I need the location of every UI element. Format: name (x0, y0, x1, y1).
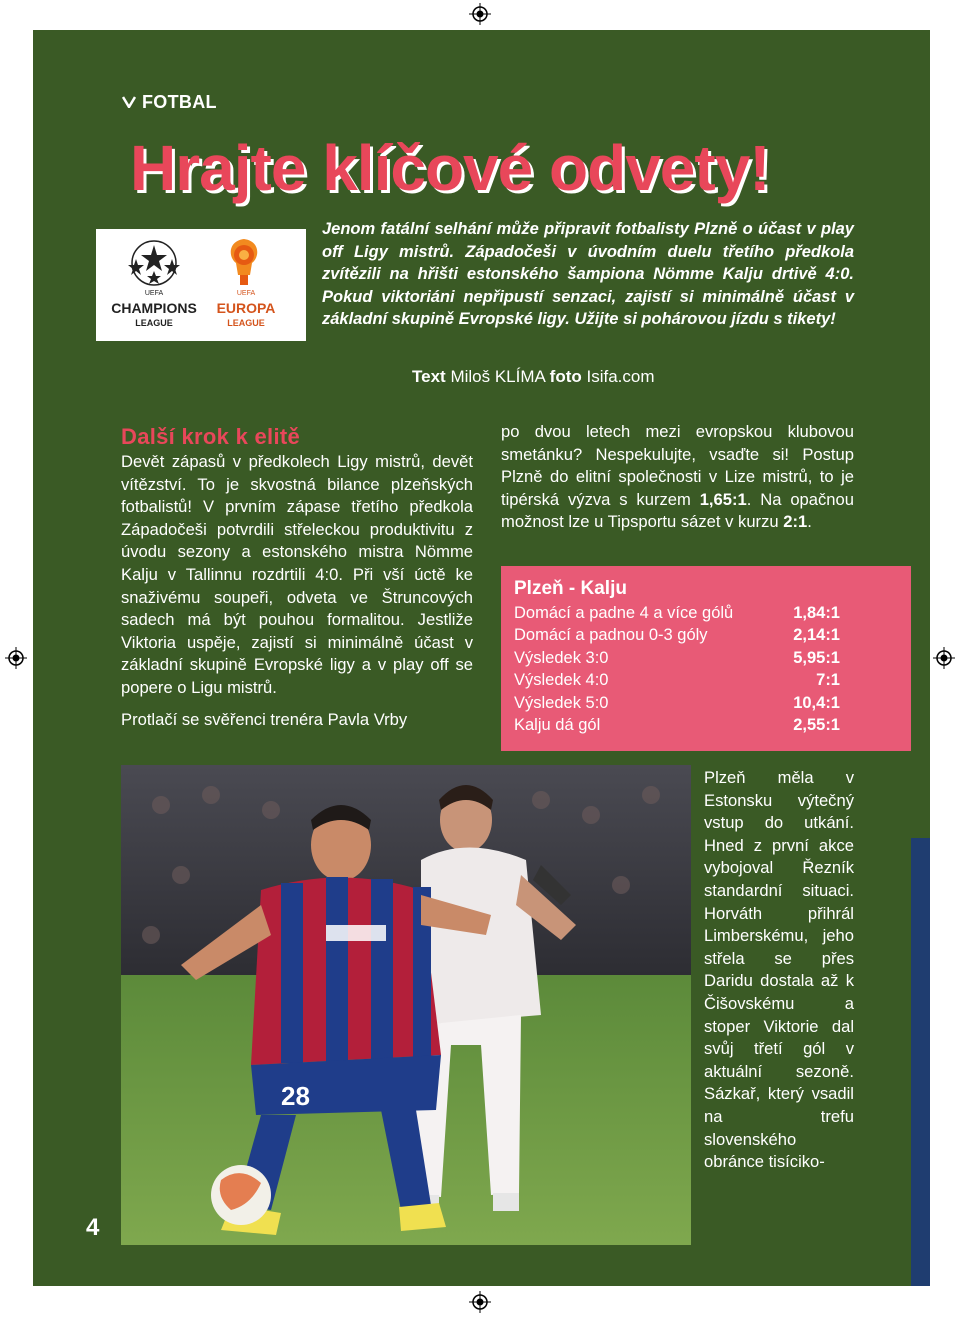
photo-source: Isifa.com (586, 367, 655, 386)
chevron-down-icon (122, 92, 136, 113)
odds-label: Kalju dá gól (514, 716, 601, 734)
registration-mark-right (933, 647, 955, 669)
page-title: Hrajte klíčové odvety! (130, 132, 770, 204)
section-tag (122, 92, 217, 113)
odds-label: Výsledek 5:0 (514, 694, 609, 712)
odds-value: 2,14:1 (793, 626, 840, 644)
odds-label: Domácí a padnou 0-3 góly (514, 626, 708, 644)
svg-text:UEFA: UEFA (236, 290, 256, 297)
odd-value: 1,65:1 (699, 489, 747, 509)
text-credit-label: Text (412, 367, 446, 386)
registration-mark-left (5, 647, 27, 669)
svg-text:EUROPA: EUROPA (216, 300, 276, 316)
section-subheading: Další krok k elitě (121, 424, 301, 449)
lead-paragraph: Jenom fatální selhání může připravit fotbalisty Plzně o účast v play off Ligy mistrů. Západočeši v úvodním duelu třetího předkola zvítězili na hřišti estonského šampiona Nömme Kalju drtivě 4:0. Pokud viktoriáni nepřipustí senzaci, zajistí si minimálně účast v základní skupině Evropské ligy. Užijte si pohárovou jízdu s tikety! (322, 220, 854, 329)
champions-league-logo (111, 241, 197, 328)
registration-mark-bottom (469, 1291, 491, 1313)
article-column-1 (121, 451, 473, 731)
odds-row (514, 604, 840, 623)
article-paragraph: Plzeň měla v Estonsku výtečný vstup do utkání. Hned z první akce vybojoval Řezník standardní situaci. Horváth přihrál Limberskému, jeho střela se přes Daridu dostala až k Čišovskému a stoper Viktorie dal svůj třetí gól v aktuální sezoně. Sázkař, který vsadil na trefu slovenského obránce tisíciko- (704, 768, 854, 1172)
article-column-3 (704, 767, 854, 1174)
odds-row (514, 694, 840, 713)
odds-row (514, 649, 840, 668)
svg-text:28: 28 (281, 1081, 310, 1111)
odds-box (501, 566, 911, 751)
odds-value: 1,84:1 (793, 604, 840, 622)
author-name: Miloš KLÍMA (450, 367, 545, 386)
paragraph-text: . (807, 512, 812, 532)
paragraph-text: po dvou letech mezi evropskou klubovou smetánku? Nespekulujte, vsaďte si! Postup Plzně do elitní společnosti v Lize mistrů, to je tipérská výzva s kurzem (501, 422, 854, 509)
article-paragraph: Devět zápasů v předkolech Ligy mistrů, devět vítězství. To je skvostná bilance plzeňských fotbalistů! V prvním zápase třetího předkola Západočeši potvrdili střeleckou produktivitu z úvodu sezony a estonského mistra Nömme Kalju v Tallinnu rozdrtili 4:0. Při vší úctě ke snaživému soupeři, odveta ve Štruncových sadech má být pouhou formalitou. Jestliže Viktoria uspěje, zajistí si minimálně účast v základní skupině Evropské ligy a v play off se popere o Ligu mistrů. (121, 452, 473, 697)
odds-value: 10,4:1 (793, 694, 840, 712)
odds-box-title: Plzeň - Kalju (514, 578, 627, 599)
odds-value: 2,55:1 (793, 716, 840, 734)
svg-text:CHAMPIONS: CHAMPIONS (111, 300, 197, 316)
odd-value: 2:1 (783, 512, 808, 532)
odds-label: Výsledek 4:0 (514, 671, 609, 689)
odds-label: Výsledek 3:0 (514, 649, 609, 667)
article-paragraph: Protlačí se svěřenci trenéra Pavla Vrby (121, 709, 408, 729)
side-color-bar (911, 838, 930, 1286)
article-column-2 (501, 421, 854, 534)
football (211, 1165, 271, 1225)
odds-row (514, 671, 840, 690)
svg-text:UEFA: UEFA (144, 290, 164, 297)
svg-text:LEAGUE: LEAGUE (135, 318, 173, 328)
section-label: FOTBAL (142, 92, 217, 112)
article-paragraph (501, 421, 854, 534)
registration-mark-top (469, 3, 491, 25)
photo-credit-label: foto (549, 367, 582, 386)
odds-row (514, 626, 840, 645)
odds-value: 5,95:1 (793, 649, 840, 667)
odds-label: Domácí a padne 4 a více gólů (514, 604, 734, 622)
svg-text:LEAGUE: LEAGUE (227, 318, 265, 328)
odds-value: 7:1 (816, 671, 840, 689)
byline (412, 367, 655, 387)
europa-league-logo (217, 239, 276, 328)
match-photo (121, 765, 691, 1245)
odds-row (514, 716, 840, 735)
competition-logos (96, 229, 306, 341)
page-number: 4 (86, 1214, 100, 1241)
paragraph-text: . Na opačnou možnost lze u Tipsportu sázet v kurzu (501, 489, 854, 532)
